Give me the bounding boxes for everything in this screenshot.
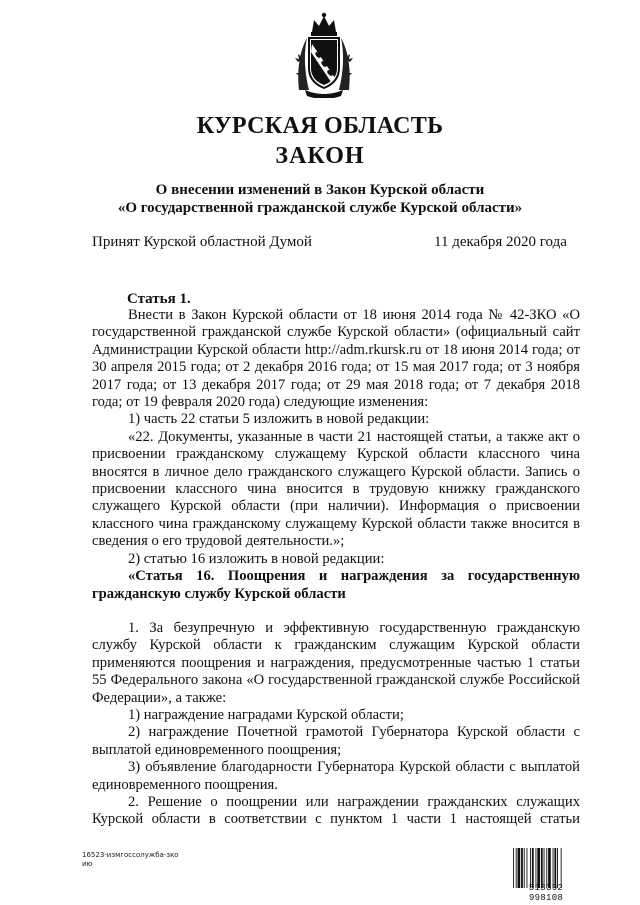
law-title-line-2: «О государственной гражданской службе Курской области» (117, 200, 523, 216)
footer-code (82, 851, 179, 869)
article-1-heading: Статья 1. (127, 291, 191, 307)
document-type-heading: ЗАКОН (275, 143, 365, 169)
paragraph: «22. Документы, указанные в части 21 настоящей статьи, а также акт о присвоении гражданскому служащему Курской области классного чина вносятся в личное дело гражданского служащего Курской области. Запись о присвоении классного чина вносится в трудовую книжку гражданского служащего Курской области (при наличии). Информация о присвоении классного чина гражданскому служащему Курской области также вносится в сведения о его трудовой деятельности.»; (92, 428, 580, 550)
paragraph: 1) награждение наградами Курской области; (128, 706, 404, 723)
coat-of-arms-emblem (295, 12, 353, 98)
paragraph: 1) часть 22 статьи 5 изложить в новой редакции: (128, 411, 430, 428)
barcode-number: 513392 998108 (528, 883, 564, 903)
paragraph: 2) статью 16 изложить в новой редакции: (128, 550, 385, 567)
footer-code-line-1: 16523-измгоссолужба-зко (82, 851, 179, 859)
paragraph: 3) объявление благодарности Губернатора Курской области с выплатой единовременного поощрения. (92, 759, 580, 793)
paragraph: Внести в Закон Курской области от 18 июня 2014 года № 42-ЗКО «О государственной гражданской службе Курской области» (официальный сайт Администрации Курской области http://adm.rkursk.ru от 18 июня 2014 года; от 30 апреля 2015 года; от 2 декабря 2016 года; от 15 мая 2017 года; от 3 ноября 2017 года; от 13 декабря 2017 года; от 29 мая 2018 года; от 7 декабря 2018 года; от 19 февраля 2020 года) следующие изменения: (92, 307, 580, 411)
paragraph: 2. Решение о поощрении или награждении гражданских служащих Курской области в соответствии с пунктом 1 части 1 настоящей статьи (92, 793, 580, 828)
footer-code-line-2: ию (82, 860, 93, 868)
adopted-date: 11 декабря 2020 года (434, 234, 567, 250)
law-body (92, 307, 580, 829)
law-title (0, 181, 640, 217)
paragraph: 2) награждение Почетной грамотой Губернатора Курской области с выплатой единовременного поощрения; (92, 724, 580, 758)
barcode-image (513, 848, 577, 888)
article-16-heading: «Статья 16. Поощрения и награждения за государственную гражданскую службу Курской области (92, 568, 580, 602)
adopted-by: Принят Курской областной Думой (92, 234, 312, 250)
law-title-line-1: О внесении изменений в Закон Курской области (155, 182, 485, 198)
region-heading: КУРСКАЯ ОБЛАСТЬ (196, 113, 444, 139)
paragraph: 1. За безупречную и эффективную государственную гражданскую службу Курской области к гражданским служащим Курской области применяются поощрения и награждения, предусмотренные частью 1 статьи 55 Федерального закона «О государственной гражданской службе Российской Федерации», а также: (92, 619, 580, 706)
